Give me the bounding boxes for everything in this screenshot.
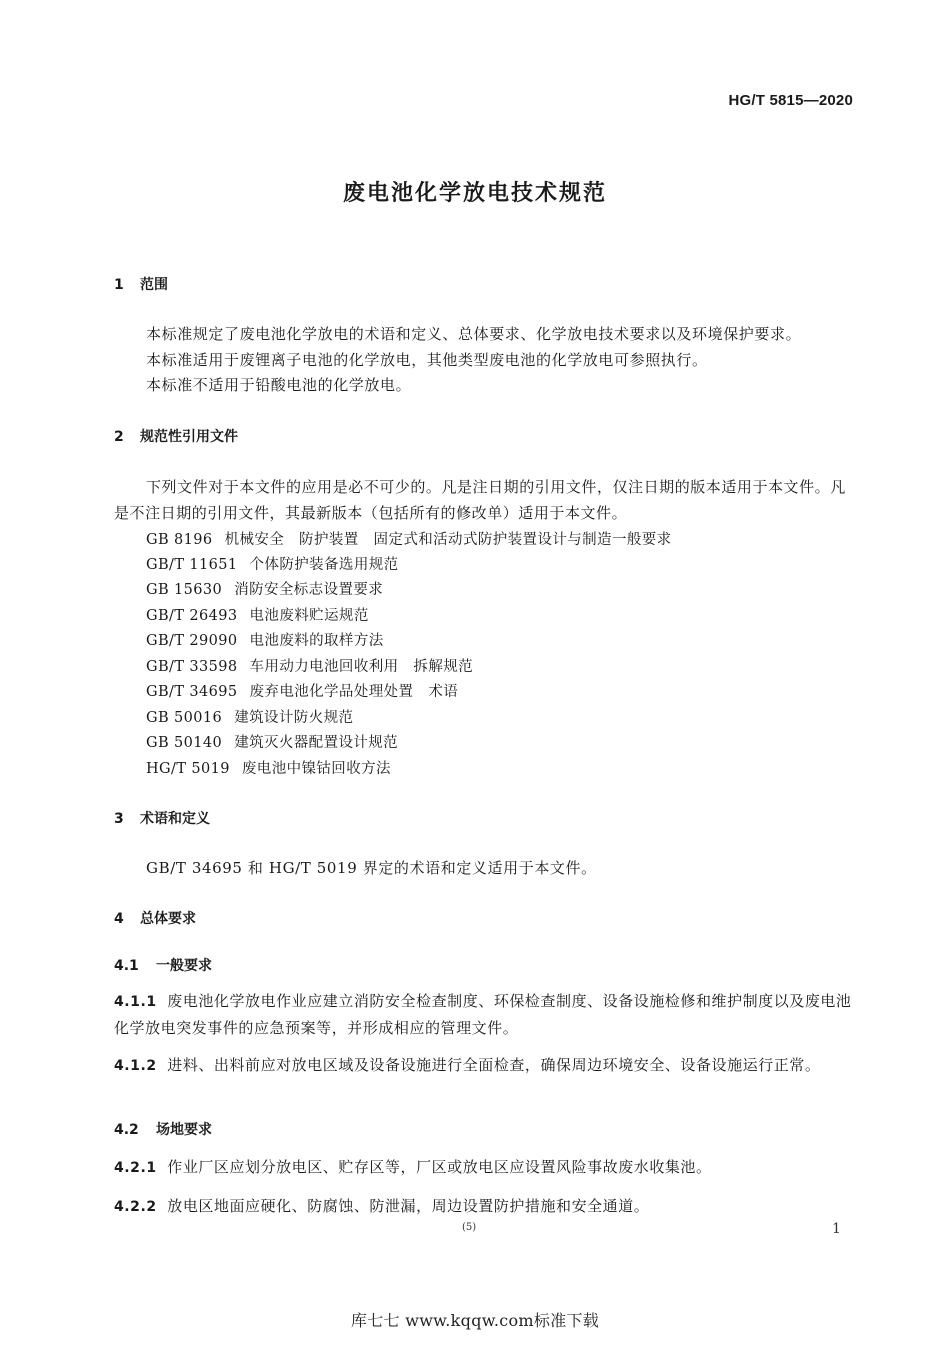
reference-code: GB/T 34695: [146, 684, 238, 700]
clause-number: 4.2.1: [114, 1160, 157, 1176]
reference-title: 消防安全标志设置要求: [234, 582, 384, 598]
terms-paragraph: GB/T 34695 和 HG/T 5019 界定的术语和定义适用于本文件。: [146, 859, 597, 877]
clause-number: 4.1.1: [114, 994, 157, 1010]
reference-title: 废电池中镍钴回收方法: [241, 761, 391, 777]
clause-4-1-2: [114, 1052, 852, 1079]
section-3-heading: [114, 808, 210, 828]
subsection-number: 4.2: [114, 1122, 139, 1138]
document-title: 废电池化学放电技术规范: [342, 181, 607, 206]
clause-text: 进料、出料前应对放电区域及设备设施进行全面检查，确保周边环境安全、设备设施运行正常。: [167, 1056, 821, 1074]
reference-item: [146, 553, 399, 574]
reference-code: GB/T 26493: [146, 608, 238, 624]
subsection-title: 场地要求: [156, 1122, 212, 1138]
reference-code: GB/T 11651: [146, 557, 238, 573]
reference-title: 建筑灭火器配置设计规范: [234, 735, 399, 751]
clause-number: 4.2.2: [114, 1199, 157, 1215]
reference-item: [146, 629, 384, 650]
reference-title: 废弃电池化学品处理处置 术语: [249, 684, 459, 700]
section-title: 规范性引用文件: [140, 429, 238, 445]
download-watermark: 库七七 www.kqqw.com标准下载: [350, 1311, 600, 1330]
reference-title: 电池废料的取样方法: [249, 633, 384, 649]
reference-item: [146, 757, 391, 778]
clause-text: 废电池化学放电作业应建立消防安全检查制度、环保检查制度、设备设施检修和维护制度以及废电池化学放电突发事件的应急预案等，并形成相应的管理文件。: [114, 992, 852, 1037]
reference-item: [146, 731, 398, 752]
subsection-4-1-heading: [114, 955, 212, 975]
references-intro: [114, 474, 852, 526]
section-2-heading: [114, 426, 238, 446]
clause-number: 4.1.2: [114, 1058, 157, 1074]
subsection-number: 4.1: [114, 958, 139, 974]
section-number: 4: [114, 911, 124, 927]
reference-item: [146, 604, 369, 625]
reference-title: 机械安全 防护装置 固定式和活动式防护装置设计与制造一般要求: [224, 532, 672, 548]
section-number: 3: [114, 811, 124, 827]
scope-paragraph: 本标准规定了废电池化学放电的术语和定义、总体要求、化学放电技术要求以及环境保护要求。: [146, 325, 802, 343]
intro-text: 下列文件对于本文件的应用是必不可少的。凡是注日期的引用文件，仅注日期的版本适用于本文件。凡是不注日期的引用文件，其最新版本（包括所有的修改单）适用于本文件。: [114, 478, 846, 522]
reference-item: [146, 578, 383, 599]
clause-4-2-1: [114, 1154, 852, 1181]
reference-code: GB 8196: [146, 532, 213, 548]
reference-code: GB 50016: [146, 710, 223, 726]
section-4-heading: [114, 908, 196, 928]
reference-code: GB 15630: [146, 582, 223, 598]
section-number: 2: [114, 429, 124, 445]
reference-item: [146, 680, 458, 701]
reference-code: GB/T 29090: [146, 633, 238, 649]
reference-item: [146, 528, 672, 549]
reference-title: 车用动力电池回收利用 拆解规范: [249, 659, 474, 675]
section-title: 术语和定义: [140, 811, 210, 827]
reference-title: 个体防护装备选用规范: [249, 557, 399, 573]
reference-code: GB 50140: [146, 735, 223, 751]
subsection-title: 一般要求: [156, 958, 212, 974]
reference-code: GB/T 33598: [146, 659, 238, 675]
reference-title: 建筑设计防火规范: [234, 710, 354, 726]
reference-item: [146, 655, 473, 676]
reference-item: [146, 706, 353, 727]
section-title: 总体要求: [140, 911, 196, 927]
section-number: 1: [114, 277, 124, 293]
section-title: 范围: [140, 277, 168, 293]
subsection-4-2-heading: [114, 1119, 212, 1139]
page-number: 1: [832, 1221, 841, 1237]
scope-paragraph: 本标准适用于废锂离子电池的化学放电，其他类型废电池的化学放电可参照执行。: [146, 351, 708, 369]
page-footer-mark: (5): [462, 1222, 477, 1233]
clause-text: 作业厂区应划分放电区、贮存区等，厂区或放电区应设置风险事故废水收集池。: [167, 1158, 712, 1176]
clause-4-2-2: [114, 1193, 852, 1220]
clause-text: 放电区地面应硬化、防腐蚀、防泄漏，周边设置防护措施和安全通道。: [167, 1197, 650, 1215]
clause-4-1-1: [114, 988, 852, 1041]
scope-paragraph: 本标准不适用于铅酸电池的化学放电。: [146, 376, 412, 394]
standard-number: HG/T 5815—2020: [728, 92, 853, 109]
reference-title: 电池废料贮运规范: [249, 608, 369, 624]
reference-code: HG/T 5019: [146, 761, 230, 777]
section-1-heading: [114, 274, 168, 294]
